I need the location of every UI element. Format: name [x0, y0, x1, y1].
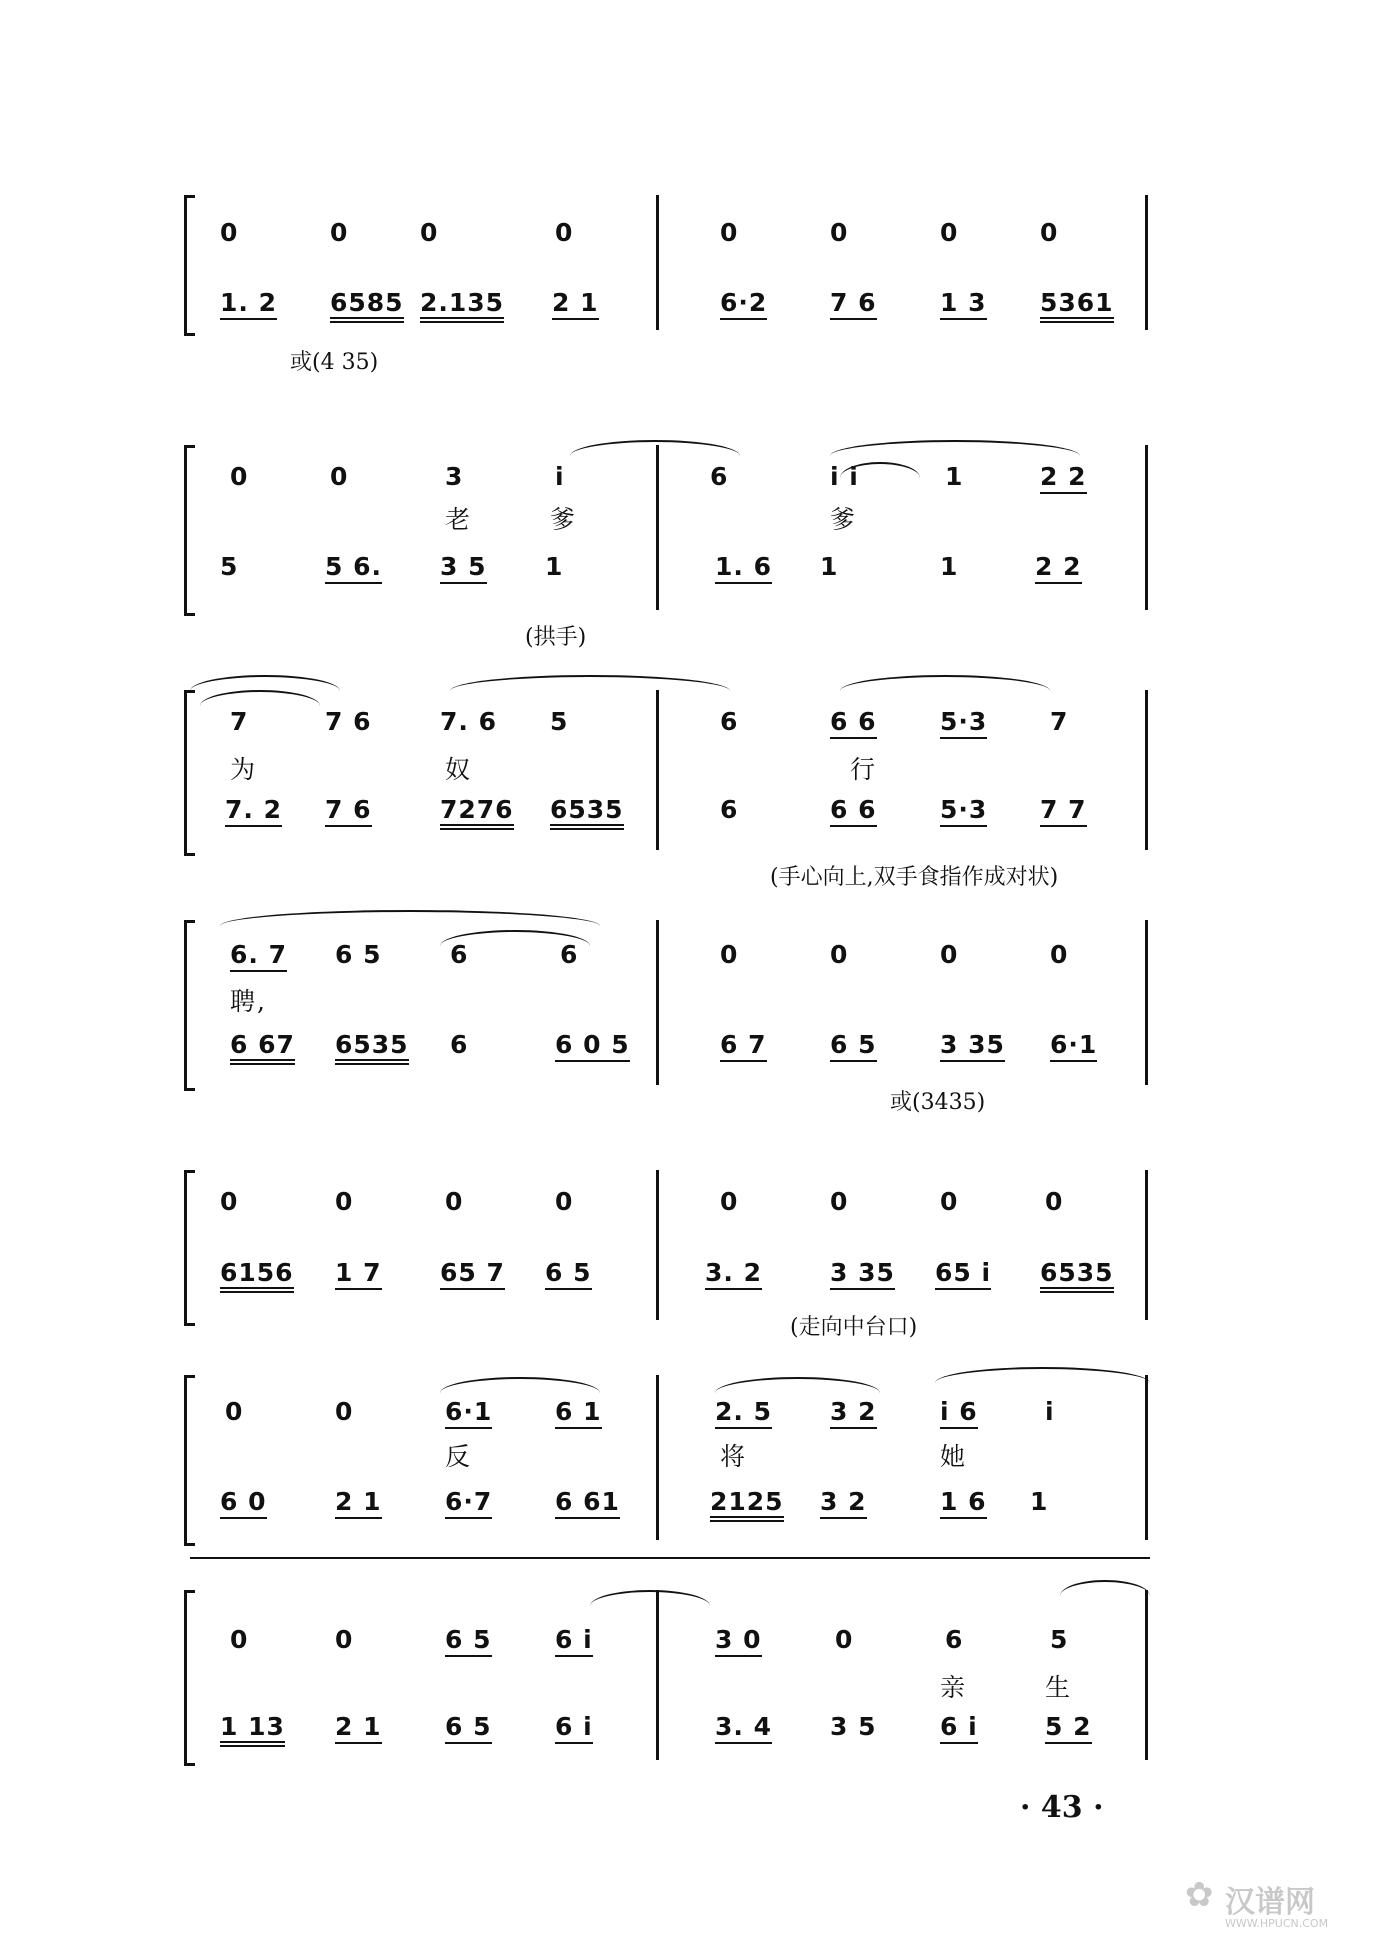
- note-group: 65 7: [440, 1258, 505, 1290]
- note-group: 6 1: [555, 1397, 602, 1429]
- vocal-row: [190, 1187, 1150, 1227]
- note-group: 1: [820, 552, 839, 581]
- note-group: 7. 6: [440, 707, 497, 736]
- watermark-url: WWW.HPUCN.COM: [1225, 1917, 1329, 1930]
- note-group: 3 35: [830, 1258, 895, 1290]
- note-group: 2 1: [335, 1712, 382, 1744]
- note-group: 3. 4: [715, 1712, 772, 1744]
- note-group: 6: [560, 940, 579, 969]
- slur: [200, 690, 320, 706]
- vocal-row: [190, 940, 1150, 980]
- note-group: 6 0 5: [555, 1030, 630, 1062]
- watermark: [1185, 1875, 1365, 1935]
- accompaniment-row: [190, 288, 1150, 328]
- score-system-2: [190, 440, 1150, 650]
- note-group: 0: [445, 1187, 464, 1216]
- slur: [830, 440, 1080, 456]
- note-group: 6 i: [940, 1712, 978, 1744]
- note-group: 5·3: [940, 707, 987, 739]
- score-system-4: [190, 905, 1150, 1115]
- note-group: 3 5: [830, 1712, 877, 1741]
- note-group: 3 2: [820, 1487, 867, 1519]
- note-group: 0: [330, 462, 349, 491]
- note-group: 6 67: [230, 1030, 295, 1065]
- note-group: 5: [550, 707, 569, 736]
- lyric: 她: [940, 1442, 968, 1471]
- note-group: 1: [1030, 1487, 1049, 1516]
- note-group: 6 6: [830, 795, 877, 827]
- note-group: 0: [335, 1625, 354, 1654]
- lyric: 爹: [550, 505, 578, 534]
- note-group: 5·3: [940, 795, 987, 827]
- note-group: 6: [945, 1625, 964, 1654]
- vocal-row: [190, 462, 1150, 502]
- note-group: 6: [720, 707, 739, 736]
- score-system-7: [190, 1580, 1150, 1780]
- slur: [590, 1590, 710, 1606]
- lyric: 行: [850, 755, 878, 784]
- note-group: 1 13: [220, 1712, 285, 1747]
- note-group: 5: [220, 552, 239, 581]
- lyric: 奴: [445, 755, 473, 784]
- note-group: 5 6.: [325, 552, 382, 584]
- note-group: i i: [830, 462, 859, 491]
- slur: [1060, 1580, 1150, 1596]
- note-group: 0: [720, 1187, 739, 1216]
- note-group: 6: [450, 940, 469, 969]
- note-group: 6 7: [720, 1030, 767, 1062]
- note-group: 0: [940, 1187, 959, 1216]
- note-group: 3 5: [440, 552, 487, 584]
- accompaniment-row: [190, 1258, 1150, 1298]
- note-group: 6535: [1040, 1258, 1114, 1293]
- note-group: 2125: [710, 1487, 784, 1522]
- page-number: · 43 ·: [1020, 1790, 1104, 1825]
- note-group: 7 7: [1040, 795, 1087, 827]
- note-group: 7: [230, 707, 249, 736]
- lyric: 反: [445, 1442, 473, 1471]
- vocal-row: [190, 218, 1150, 258]
- note-group: 6. 7: [230, 940, 287, 972]
- score-system-6: [190, 1365, 1150, 1545]
- note-group: 7: [1050, 707, 1069, 736]
- note-group: 0: [230, 462, 249, 491]
- note-group: 0: [835, 1625, 854, 1654]
- note-group: 6 5: [545, 1258, 592, 1290]
- note-group: 6535: [335, 1030, 409, 1065]
- note-group: 7. 2: [225, 795, 282, 827]
- score-system-3: [190, 665, 1150, 890]
- note-group: 2. 5: [715, 1397, 772, 1429]
- note-group: 5361: [1040, 288, 1114, 323]
- slur: [190, 675, 340, 691]
- note-group: 6 61: [555, 1487, 620, 1519]
- note-group: 0: [940, 940, 959, 969]
- note-group: 5: [1050, 1625, 1069, 1654]
- lyric: 亲: [940, 1673, 968, 1702]
- vocal-row: [190, 1625, 1150, 1665]
- system-rule: [190, 1557, 1150, 1559]
- note-group: 1: [545, 552, 564, 581]
- note-group: 0: [220, 1187, 239, 1216]
- note-group: 0: [230, 1625, 249, 1654]
- note-group: 0: [830, 218, 849, 247]
- note-group: 0: [830, 1187, 849, 1216]
- note-group: 6·1: [1050, 1030, 1097, 1062]
- lyric: 将: [720, 1442, 748, 1471]
- note-group: 0: [1050, 940, 1069, 969]
- note-group: 1 3: [940, 288, 987, 320]
- note-group: 0: [330, 218, 349, 247]
- note-group: 6·2: [720, 288, 767, 320]
- note-group: 6585: [330, 288, 404, 323]
- note-group: 6: [720, 795, 739, 824]
- vocal-row: [190, 1397, 1150, 1437]
- note-group: 1: [945, 462, 964, 491]
- note-group: 6 5: [445, 1712, 492, 1744]
- note-group: 0: [1045, 1187, 1064, 1216]
- note-group: 6 i: [555, 1712, 593, 1744]
- lyric: 聘,: [230, 987, 267, 1016]
- note-group: 2 2: [1035, 552, 1082, 584]
- note-group: i: [1045, 1397, 1055, 1426]
- note-group: 0: [1040, 218, 1059, 247]
- slur: [450, 675, 730, 691]
- note-group: 65 i: [935, 1258, 991, 1290]
- accompaniment-row: [190, 1030, 1150, 1070]
- note-group: 6156: [220, 1258, 294, 1293]
- note-group: 3 2: [830, 1397, 877, 1429]
- lyric: 为: [230, 755, 258, 784]
- note-group: 1 6: [940, 1487, 987, 1519]
- note-group: 5 2: [1045, 1712, 1092, 1744]
- slur: [220, 910, 600, 926]
- lyric: 生: [1045, 1673, 1073, 1702]
- note-group: 2 1: [335, 1487, 382, 1519]
- note-group: 2.135: [420, 288, 504, 323]
- note-group: 1: [940, 552, 959, 581]
- note-group: 1 7: [335, 1258, 382, 1290]
- note-group: 2 2: [1040, 462, 1087, 494]
- performance-note: 或(3435): [890, 1090, 986, 1115]
- note-group: 0: [555, 1187, 574, 1216]
- slur: [570, 440, 740, 456]
- slur: [840, 675, 1050, 691]
- note-group: 6 5: [335, 940, 382, 969]
- note-group: 7 6: [325, 795, 372, 827]
- note-group: 0: [940, 218, 959, 247]
- slur: [935, 1367, 1150, 1383]
- note-group: 6 i: [555, 1625, 593, 1657]
- note-group: 0: [720, 940, 739, 969]
- note-group: 0: [225, 1397, 244, 1426]
- watermark-text: 汉谱网: [1225, 1885, 1315, 1920]
- note-group: 7 6: [830, 288, 877, 320]
- note-group: 0: [830, 940, 849, 969]
- score-system-1: [190, 190, 1150, 375]
- accompaniment-row: [190, 1712, 1150, 1752]
- note-group: 1. 6: [715, 552, 772, 584]
- note-group: 6 5: [445, 1625, 492, 1657]
- note-group: 6: [710, 462, 729, 491]
- note-group: 7 6: [325, 707, 372, 736]
- note-group: 0: [555, 218, 574, 247]
- score-system-5: [190, 1160, 1150, 1340]
- note-group: 0: [220, 218, 239, 247]
- note-group: 6535: [550, 795, 624, 830]
- note-group: 0: [335, 1397, 354, 1426]
- performance-note: (走向中台口): [790, 1315, 918, 1340]
- note-group: 3 0: [715, 1625, 762, 1657]
- note-group: 6: [450, 1030, 469, 1059]
- note-group: 6 0: [220, 1487, 267, 1519]
- performance-note: 或(4 35): [290, 350, 379, 375]
- watermark-logo-icon: ✿: [1185, 1875, 1214, 1915]
- accompaniment-row: [190, 1487, 1150, 1527]
- note-group: 0: [720, 218, 739, 247]
- vocal-row: [190, 707, 1150, 747]
- note-group: 6·7: [445, 1487, 492, 1519]
- note-group: 6 5: [830, 1030, 877, 1062]
- note-group: 0: [335, 1187, 354, 1216]
- slur: [440, 1377, 600, 1393]
- note-group: 1. 2: [220, 288, 277, 320]
- accompaniment-row: [190, 795, 1150, 835]
- performance-note: (拱手): [525, 625, 587, 650]
- lyric: 老: [445, 505, 473, 534]
- note-group: 6 6: [830, 707, 877, 739]
- slur: [715, 1377, 880, 1393]
- note-group: 7276: [440, 795, 514, 830]
- note-group: i: [555, 462, 565, 491]
- accompaniment-row: [190, 552, 1150, 592]
- lyric: 爹: [830, 505, 858, 534]
- note-group: 2 1: [552, 288, 599, 320]
- note-group: 3. 2: [705, 1258, 762, 1290]
- note-group: 0: [420, 218, 439, 247]
- performance-note: (手心向上,双手食指作成对状): [770, 865, 1059, 890]
- note-group: 3 35: [940, 1030, 1005, 1062]
- note-group: i 6: [940, 1397, 978, 1429]
- note-group: 3: [445, 462, 464, 491]
- note-group: 6·1: [445, 1397, 492, 1429]
